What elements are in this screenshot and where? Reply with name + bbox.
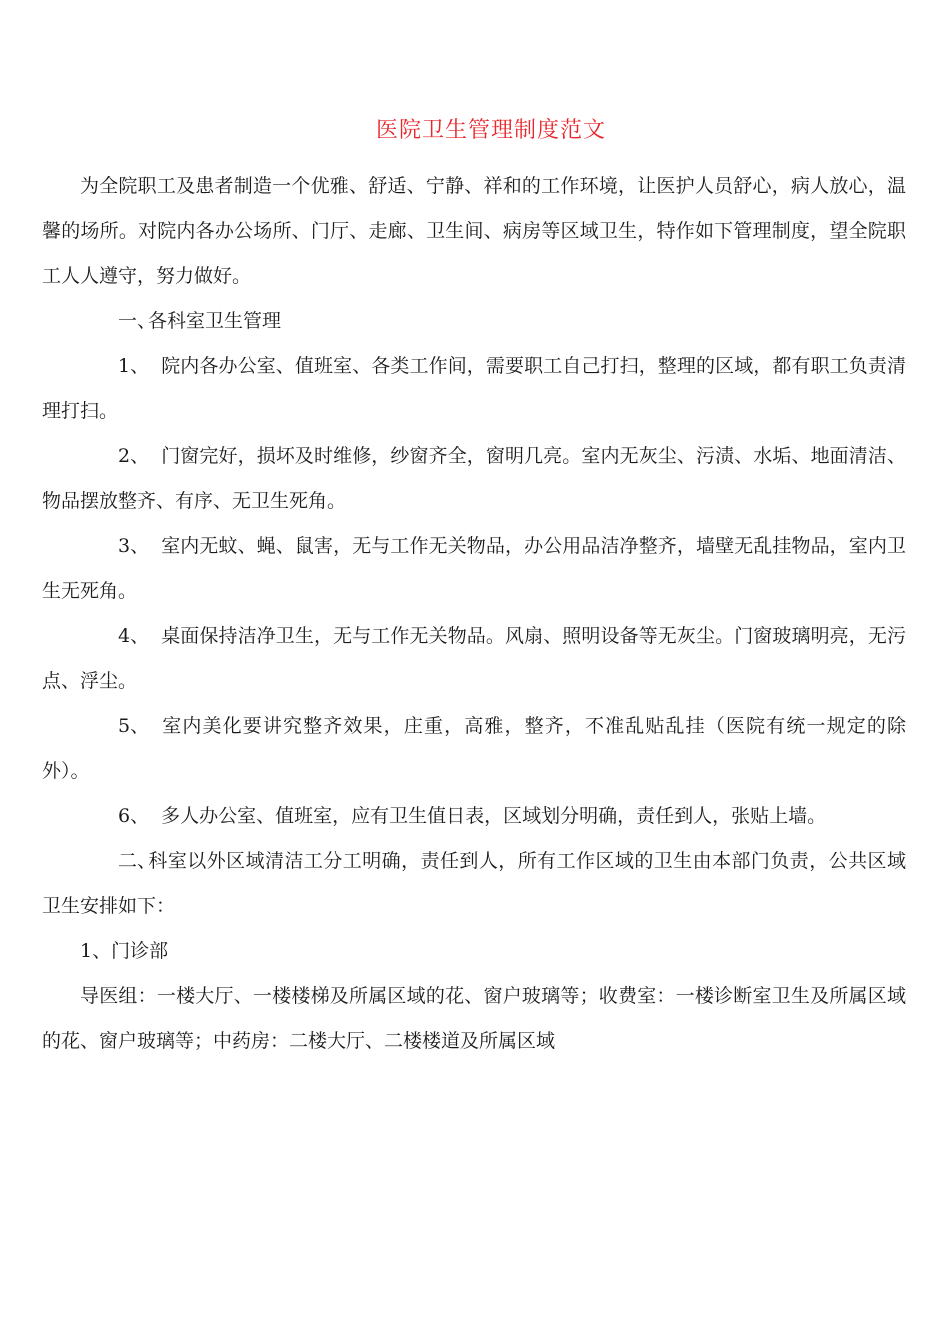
item-text: 室内无蚊、蝇、鼠害，无与工作无关物品，办公用品洁净整齐，墙壁无乱挂物品，室内卫生无死角。 — [42, 535, 906, 602]
subsection-paragraph: 导医组：一楼大厅、一楼楼梯及所属区域的花、窗户玻璃等；收费室：一楼诊断室卫生及所属区域的花、窗户玻璃等；中药房：二楼大厅、二楼楼道及所属区域 — [42, 985, 906, 1052]
document-body — [42, 164, 906, 1064]
section-1-item — [42, 614, 906, 704]
item-text: 多人办公室、值班室，应有卫生值日表，区域划分明确，责任到人，张贴上墙。 — [161, 805, 827, 827]
item-number: 6、 — [118, 805, 150, 827]
item-number: 2、 — [118, 445, 150, 467]
section-2-heading — [42, 839, 906, 929]
item-text: 桌面保持洁净卫生，无与工作无关物品。风扇、照明设备等无灰尘。门窗玻璃明亮，无污点、浮尘。 — [42, 625, 906, 692]
section-2-title: 科室以外区域清洁工分工明确，责任到人，所有工作区域的卫生由本部门负责，公共区域卫生安排如下： — [42, 850, 906, 917]
document-title: 医院卫生管理制度范文 — [375, 118, 606, 143]
section-1-number: 一、 — [118, 310, 157, 332]
item-number: 4、 — [118, 625, 150, 647]
section-1-title: 各科室卫生管理 — [148, 310, 282, 332]
item-text: 室内美化要讲究整齐效果，庄重，高雅，整齐，不准乱贴乱挂（医院有统一规定的除外）。 — [42, 715, 906, 782]
section-1-item — [42, 704, 906, 794]
item-text: 院内各办公室、值班室、各类工作间，需要职工自己打扫，整理的区域，都有职工负责清理打扫。 — [42, 355, 906, 422]
section-1-heading — [42, 299, 906, 344]
section-1-item — [42, 524, 906, 614]
section-1-item — [42, 344, 906, 434]
section-2-number: 二、 — [118, 850, 157, 872]
subsection-heading: 1、门诊部 — [80, 940, 169, 962]
section-1-item — [42, 434, 906, 524]
item-number: 5、 — [118, 715, 150, 737]
item-number: 3、 — [118, 535, 150, 557]
section-1-item — [42, 794, 906, 839]
item-number: 1、 — [118, 355, 150, 377]
intro-paragraph: 为全院职工及患者制造一个优雅、舒适、宁静、祥和的工作环境，让医护人员舒心，病人放心，温馨的场所。对院内各办公场所、门厅、走廊、卫生间、病房等区域卫生，特作如下管理制度，望全院职工人人遵守，努力做好。 — [42, 175, 906, 287]
item-text: 门窗完好，损坏及时维修，纱窗齐全，窗明几亮。室内无灰尘、污渍、水垢、地面清洁、物品摆放整齐、有序、无卫生死角。 — [42, 445, 906, 512]
